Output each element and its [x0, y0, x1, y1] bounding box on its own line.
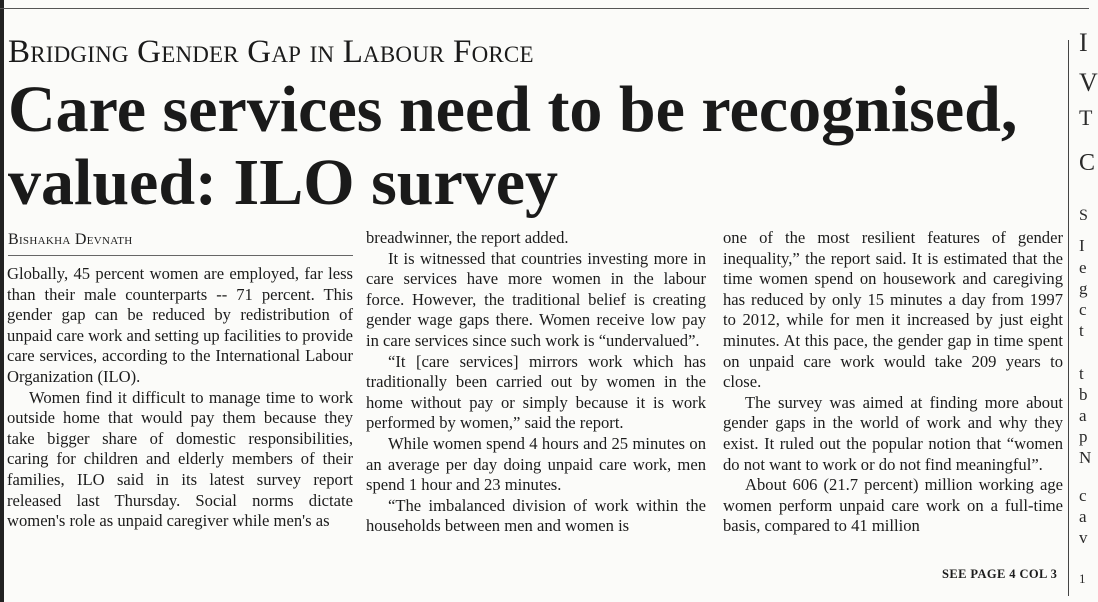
adjacent-text-fragment: c: [1079, 300, 1087, 319]
body-column-3: [723, 228, 1063, 537]
column-divider: [1068, 40, 1069, 596]
paragraph: Women find it difficult to manage time to work outside home that would pay them because they take bigger share of domestic responsibilities, caring for children and elderly members of their families, ILO said in its latest survey report released last Thursday. Social norms dictate women's role as unpaid caregiver while men's as: [7, 387, 353, 531]
body-column-2: [366, 228, 706, 537]
byline-rule: [8, 255, 353, 256]
adjacent-text-fragment: t: [1079, 364, 1084, 383]
paragraph: Globally, 45 percent women are employed, far less than their male counterparts -- 71 percent. This gender gap can be reduced by redistribution of unpaid care work and setting up facilities to provide care services, according to the International Labour Organization (ILO).: [7, 264, 353, 386]
adjacent-text-fragment: N: [1079, 448, 1092, 467]
left-edge-rule: [0, 0, 4, 602]
paragraph: The survey was aimed at finding more about gender gaps in the world of work and why they exist. It ruled out the popular notion that “women do not want to work or do not find meaningful”.: [723, 392, 1063, 474]
adjacent-text-fragment: g: [1079, 279, 1088, 298]
top-rule: [0, 8, 1089, 9]
adjacent-text-fragment: c: [1079, 486, 1087, 505]
article-headline: [8, 73, 1068, 219]
adjacent-text-fragment: 1: [1079, 571, 1086, 586]
paragraph: “The imbalanced division of work within the households between men and women is: [366, 495, 706, 536]
adjacent-text-fragment: p: [1079, 427, 1088, 446]
adjacent-text-fragment: a: [1079, 507, 1087, 526]
adjacent-text-fragment: b: [1079, 385, 1088, 404]
adjacent-text-fragment: V: [1079, 68, 1098, 97]
adjacent-text-fragment: I: [1079, 236, 1085, 255]
article-kicker: Bridging Gender Gap in Labour Force: [8, 34, 534, 70]
adjacent-text-fragment: v: [1079, 528, 1088, 547]
adjacent-article-clipped: [1076, 0, 1098, 602]
paragraph: breadwinner, the report added.: [366, 228, 569, 247]
continuation-jump-line: SEE PAGE 4 COL 3: [942, 567, 1058, 581]
paragraph: While women spend 4 hours and 25 minutes on an average per day doing unpaid care work, men spend 1 hour and 23 minutes.: [366, 433, 706, 495]
paragraph: About 606 (21.7 percent) million working age women perform unpaid care work on a full-time basis, compared to 41 million: [723, 475, 1063, 536]
adjacent-text-fragment: T: [1079, 105, 1093, 130]
adjacent-text-fragment: e: [1079, 258, 1087, 277]
adjacent-text-fragment: S: [1079, 207, 1088, 224]
body-column-1: [7, 264, 353, 532]
byline: Bishakha Devnath: [8, 231, 133, 248]
paragraph: one of the most resilient features of gender inequality,” the report said. It is estimated that the time women spend on housework and caregiving has reduced by only 15 minutes a day from 1997 to 2012, while for men it increased by just eight minutes. At this pace, the gender gap in time spent on unpaid care work would take 209 years to close.: [723, 228, 1063, 392]
paragraph: “It [care services] mirrors work which has traditionally been carried out by women in the home without pay or simply because it is work performed by women,” said the report.: [366, 351, 706, 433]
adjacent-text-fragment: a: [1079, 406, 1087, 425]
adjacent-text-fragment: C: [1079, 150, 1096, 176]
headline-line-2: valued: ILO survey: [8, 146, 559, 219]
adjacent-text-fragment: t: [1079, 321, 1084, 340]
paragraph: It is witnessed that countries investing more in care services have more women in the labour force. However, the traditional belief is creating gender wage gaps there. Women receive low pay in care services since such work is “undervalued”.: [366, 248, 706, 350]
adjacent-text-fragment: I: [1079, 28, 1088, 57]
headline-line-1: Care services need to be recognised,: [8, 73, 1018, 146]
